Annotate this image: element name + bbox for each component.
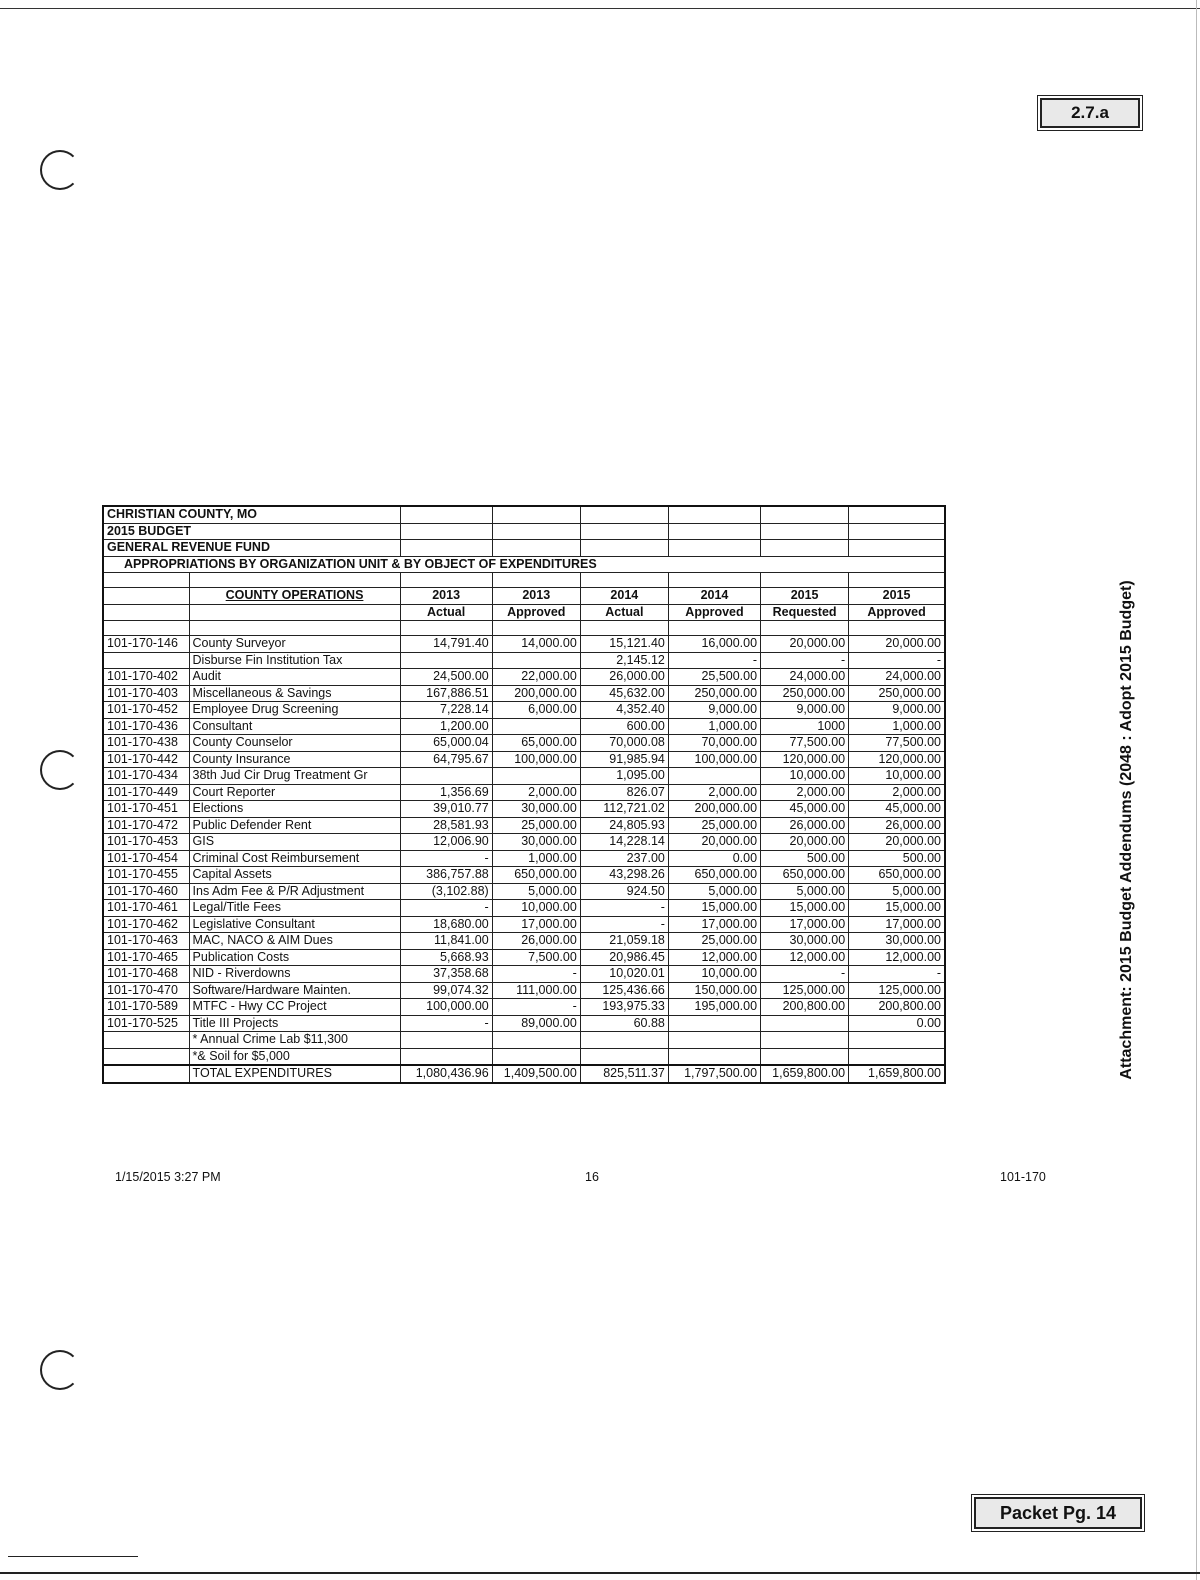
title-row [103,540,945,557]
description-cell: Elections [189,801,400,818]
amount-cell: 5,000.00 [849,883,945,900]
amount-cell: 100,000.00 [400,999,492,1016]
col-year: 2014 [580,588,668,605]
description-cell: TOTAL EXPENDITURES [189,1065,400,1083]
amount-cell: 26,000.00 [492,933,580,950]
amount-cell: 91,985.94 [580,751,668,768]
title-row [103,506,945,523]
table-row [103,685,945,702]
amount-cell: 650,000.00 [492,867,580,884]
amount-cell: 20,000.00 [668,834,760,851]
amount-cell: 22,000.00 [492,669,580,686]
amount-cell: 0.00 [668,850,760,867]
table-row [103,999,945,1016]
amount-cell: 10,020.01 [580,966,668,983]
amount-cell: 15,000.00 [761,900,849,917]
amount-cell: 100,000.00 [668,751,760,768]
description-cell: Court Reporter [189,784,400,801]
amount-cell: 12,000.00 [761,949,849,966]
table-row [103,636,945,653]
amount-cell: - [492,966,580,983]
amount-cell: - [849,652,945,669]
description-cell: MTFC - Hwy CC Project [189,999,400,1016]
col-type: Approved [492,604,580,621]
amount-cell: 17,000.00 [849,916,945,933]
amount-cell: 30,000.00 [761,933,849,950]
account-number-cell: 101-170-468 [103,966,189,983]
item-tag: 2.7.a [1040,98,1140,128]
type-header-row [103,604,945,621]
amount-cell [492,652,580,669]
table-row [103,669,945,686]
bottom-short-rule [8,1556,138,1557]
amount-cell: 64,795.67 [400,751,492,768]
description-cell: Legislative Consultant [189,916,400,933]
budget-year-title: 2015 BUDGET [103,523,400,540]
account-number-cell [103,652,189,669]
amount-cell: 10,000.00 [668,966,760,983]
amount-cell: 167,886.51 [400,685,492,702]
amount-cell: 125,436.66 [580,982,668,999]
amount-cell [761,1015,849,1032]
punch-hole-bottom [40,1350,80,1390]
description-cell: Capital Assets [189,867,400,884]
account-number-cell [103,1032,189,1049]
title-row [103,556,945,573]
amount-cell: 21,059.18 [580,933,668,950]
amount-cell [668,1032,760,1049]
account-number-cell: 101-170-146 [103,636,189,653]
amount-cell: 65,000.04 [400,735,492,752]
amount-cell: 650,000.00 [761,867,849,884]
amount-cell [492,718,580,735]
amount-cell: 18,680.00 [400,916,492,933]
amount-cell: 1,000.00 [668,718,760,735]
amount-cell [492,1048,580,1065]
account-number-cell: 101-170-453 [103,834,189,851]
amount-cell: 6,000.00 [492,702,580,719]
col-year: 2014 [668,588,760,605]
amount-cell: 5,668.93 [400,949,492,966]
description-cell: 38th Jud Cir Drug Treatment Gr [189,768,400,785]
amount-cell: 120,000.00 [761,751,849,768]
amount-cell: 1,797,500.00 [668,1065,760,1083]
amount-cell: 1,659,800.00 [761,1065,849,1083]
amount-cell: 65,000.00 [492,735,580,752]
amount-cell: 1,000.00 [492,850,580,867]
punch-hole-middle [40,750,80,790]
amount-cell: 9,000.00 [668,702,760,719]
amount-cell: 1,000.00 [849,718,945,735]
amount-cell: 0.00 [849,1015,945,1032]
amount-cell: 2,000.00 [849,784,945,801]
account-number-cell: 101-170-470 [103,982,189,999]
col-type: Actual [580,604,668,621]
account-number-cell: 101-170-442 [103,751,189,768]
amount-cell: - [761,966,849,983]
account-number-cell: 101-170-525 [103,1015,189,1032]
amount-cell: - [400,1015,492,1032]
account-number-cell: 101-170-451 [103,801,189,818]
amount-cell: 1,095.00 [580,768,668,785]
table-row [103,652,945,669]
punch-hole-top [40,150,80,190]
title-row [103,523,945,540]
amount-cell: 12,000.00 [849,949,945,966]
table-row [103,900,945,917]
amount-cell: (3,102.88) [400,883,492,900]
page-edge [1196,0,1197,1580]
description-cell: Employee Drug Screening [189,702,400,719]
amount-cell: 45,632.00 [580,685,668,702]
total-row [103,1065,945,1083]
amount-cell: 17,000.00 [668,916,760,933]
amount-cell: 4,352.40 [580,702,668,719]
amount-cell: 12,000.00 [668,949,760,966]
description-cell: Ins Adm Fee & P/R Adjustment [189,883,400,900]
amount-cell: 70,000.08 [580,735,668,752]
amount-cell: 30,000.00 [492,834,580,851]
description-cell: Consultant [189,718,400,735]
amount-cell: 30,000.00 [849,933,945,950]
table-row [103,1048,945,1065]
amount-cell: 9,000.00 [849,702,945,719]
amount-cell [849,1048,945,1065]
amount-cell: 111,000.00 [492,982,580,999]
amount-cell: 25,000.00 [492,817,580,834]
table-row [103,768,945,785]
amount-cell: 12,006.90 [400,834,492,851]
amount-cell: 193,975.33 [580,999,668,1016]
county-title: CHRISTIAN COUNTY, MO [103,506,400,523]
fund-title: GENERAL REVENUE FUND [103,540,400,557]
amount-cell [400,1048,492,1065]
amount-cell: 77,500.00 [849,735,945,752]
description-cell: County Counselor [189,735,400,752]
amount-cell: 2,000.00 [492,784,580,801]
amount-cell: 25,500.00 [668,669,760,686]
table-row [103,982,945,999]
amount-cell: 24,000.00 [849,669,945,686]
col-year: 2013 [492,588,580,605]
amount-cell: - [492,999,580,1016]
amount-cell: 200,800.00 [761,999,849,1016]
amount-cell: 1,356.69 [400,784,492,801]
amount-cell: 200,000.00 [668,801,760,818]
amount-cell: - [761,652,849,669]
col-type: Requested [761,604,849,621]
amount-cell: 45,000.00 [761,801,849,818]
amount-cell: - [668,652,760,669]
amount-cell: 386,757.88 [400,867,492,884]
amount-cell: 100,000.00 [492,751,580,768]
amount-cell [492,768,580,785]
table-row [103,801,945,818]
amount-cell: 20,000.00 [849,834,945,851]
amount-cell: - [849,966,945,983]
account-number-cell: 101-170-461 [103,900,189,917]
account-number-cell: 101-170-462 [103,916,189,933]
top-rule [0,8,1200,9]
amount-cell: 39,010.77 [400,801,492,818]
amount-cell: 24,805.93 [580,817,668,834]
amount-cell: 2,000.00 [668,784,760,801]
amount-cell: 5,000.00 [668,883,760,900]
amount-cell: 1,409,500.00 [492,1065,580,1083]
description-cell: NID - Riverdowns [189,966,400,983]
packet-page-tag: Packet Pg. 14 [974,1497,1142,1529]
amount-cell: 826.07 [580,784,668,801]
amount-cell: 24,500.00 [400,669,492,686]
amount-cell: 89,000.00 [492,1015,580,1032]
amount-cell [761,1048,849,1065]
amount-cell: 5,000.00 [761,883,849,900]
table-row [103,867,945,884]
description-cell: *& Soil for $5,000 [189,1048,400,1065]
amount-cell: 17,000.00 [761,916,849,933]
description-cell: MAC, NACO & AIM Dues [189,933,400,950]
amount-cell [668,1015,760,1032]
col-year: 2015 [761,588,849,605]
account-number-cell [103,1048,189,1065]
description-cell: Title III Projects [189,1015,400,1032]
amount-cell: - [400,900,492,917]
amount-cell: 125,000.00 [849,982,945,999]
account-number-cell: 101-170-455 [103,867,189,884]
amount-cell: 9,000.00 [761,702,849,719]
amount-cell: 825,511.37 [580,1065,668,1083]
col-year: 2013 [400,588,492,605]
account-number-cell: 101-170-402 [103,669,189,686]
description-cell: Miscellaneous & Savings [189,685,400,702]
table-row [103,735,945,752]
account-number-cell: 101-170-434 [103,768,189,785]
col-type: Approved [668,604,760,621]
amount-cell: 120,000.00 [849,751,945,768]
description-cell: Legal/Title Fees [189,900,400,917]
budget-table-body [103,506,945,1083]
amount-cell: 17,000.00 [492,916,580,933]
amount-cell: 15,000.00 [849,900,945,917]
account-number-cell: 101-170-452 [103,702,189,719]
amount-cell: 10,000.00 [492,900,580,917]
account-number-cell: 101-170-449 [103,784,189,801]
account-code: 101-170 [1000,1170,1046,1184]
description-cell: County Insurance [189,751,400,768]
account-number-cell: 101-170-465 [103,949,189,966]
spacer-row [103,621,945,636]
account-number-cell: 101-170-436 [103,718,189,735]
amount-cell: 10,000.00 [849,768,945,785]
account-number-cell: 101-170-460 [103,883,189,900]
table-row [103,784,945,801]
amount-cell [400,652,492,669]
amount-cell: 112,721.02 [580,801,668,818]
amount-cell: 45,000.00 [849,801,945,818]
description-cell: Disburse Fin Institution Tax [189,652,400,669]
amount-cell: 2,145.12 [580,652,668,669]
description-cell: Public Defender Rent [189,817,400,834]
amount-cell: 237.00 [580,850,668,867]
amount-cell: 20,000.00 [761,834,849,851]
table-row [103,916,945,933]
table-row [103,933,945,950]
amount-cell [849,1032,945,1049]
amount-cell: 60.88 [580,1015,668,1032]
amount-cell [400,768,492,785]
amount-cell: 20,986.45 [580,949,668,966]
table-row [103,883,945,900]
amount-cell: 15,121.40 [580,636,668,653]
amount-cell: - [580,916,668,933]
section-label: COUNTY OPERATIONS [189,588,400,605]
description-cell: Criminal Cost Reimbursement [189,850,400,867]
amount-cell [580,1048,668,1065]
description-cell: GIS [189,834,400,851]
amount-cell: 26,000.00 [761,817,849,834]
account-number-cell [103,1065,189,1083]
amount-cell: 5,000.00 [492,883,580,900]
amount-cell: 24,000.00 [761,669,849,686]
appropriations-title: APPROPRIATIONS BY ORGANIZATION UNIT & BY OBJECT OF EXPENDITURES [103,556,945,573]
amount-cell: 650,000.00 [849,867,945,884]
amount-cell [668,1048,760,1065]
amount-cell: 650,000.00 [668,867,760,884]
table-row [103,817,945,834]
attachment-caption: Attachment: 2015 Budget Addendums (2048 : Adopt 2015 Budget) [1118,580,1135,1080]
amount-cell: 30,000.00 [492,801,580,818]
amount-cell: 600.00 [580,718,668,735]
amount-cell: 37,358.68 [400,966,492,983]
table-row [103,949,945,966]
amount-cell: 150,000.00 [668,982,760,999]
account-number-cell: 101-170-403 [103,685,189,702]
amount-cell: 77,500.00 [761,735,849,752]
account-number-cell: 101-170-463 [103,933,189,950]
amount-cell: 200,800.00 [849,999,945,1016]
bottom-rule [0,1572,1200,1574]
amount-cell: 200,000.00 [492,685,580,702]
table-row [103,702,945,719]
amount-cell: - [580,900,668,917]
amount-cell: 70,000.00 [668,735,760,752]
table-row [103,850,945,867]
amount-cell: 500.00 [849,850,945,867]
amount-cell: 14,000.00 [492,636,580,653]
table-row [103,1032,945,1049]
account-number-cell: 101-170-454 [103,850,189,867]
description-cell: Audit [189,669,400,686]
year-header-row [103,588,945,605]
amount-cell: 250,000.00 [849,685,945,702]
col-type: Actual [400,604,492,621]
table-row [103,966,945,983]
description-cell: Publication Costs [189,949,400,966]
account-number-cell: 101-170-438 [103,735,189,752]
amount-cell: - [400,850,492,867]
print-timestamp: 1/15/2015 3:27 PM [115,1170,221,1184]
amount-cell [492,1032,580,1049]
amount-cell: 20,000.00 [849,636,945,653]
amount-cell: 20,000.00 [761,636,849,653]
amount-cell: 14,791.40 [400,636,492,653]
table-row [103,718,945,735]
amount-cell: 250,000.00 [761,685,849,702]
amount-cell: 11,841.00 [400,933,492,950]
amount-cell: 125,000.00 [761,982,849,999]
amount-cell: 7,228.14 [400,702,492,719]
amount-cell: 250,000.00 [668,685,760,702]
budget-table [102,505,946,1084]
amount-cell: 25,000.00 [668,933,760,950]
amount-cell: 7,500.00 [492,949,580,966]
amount-cell: 14,228.14 [580,834,668,851]
account-number-cell: 101-170-472 [103,817,189,834]
table-row [103,834,945,851]
table-row [103,1015,945,1032]
amount-cell [761,1032,849,1049]
amount-cell [580,1032,668,1049]
amount-cell: 924.50 [580,883,668,900]
amount-cell: 28,581.93 [400,817,492,834]
amount-cell: 1000 [761,718,849,735]
amount-cell: 10,000.00 [761,768,849,785]
amount-cell: 99,074.32 [400,982,492,999]
amount-cell: 1,200.00 [400,718,492,735]
description-cell: * Annual Crime Lab $11,300 [189,1032,400,1049]
amount-cell: 26,000.00 [580,669,668,686]
table-row [103,751,945,768]
spacer-row [103,573,945,588]
amount-cell: 16,000.00 [668,636,760,653]
description-cell: County Surveyor [189,636,400,653]
amount-cell: 15,000.00 [668,900,760,917]
col-year: 2015 [849,588,945,605]
description-cell: Software/Hardware Mainten. [189,982,400,999]
amount-cell: 26,000.00 [849,817,945,834]
amount-cell: 195,000.00 [668,999,760,1016]
amount-cell: 1,659,800.00 [849,1065,945,1083]
amount-cell: 25,000.00 [668,817,760,834]
amount-cell [668,768,760,785]
amount-cell [400,1032,492,1049]
amount-cell: 2,000.00 [761,784,849,801]
amount-cell: 1,080,436.96 [400,1065,492,1083]
account-number-cell: 101-170-589 [103,999,189,1016]
amount-cell: 43,298.26 [580,867,668,884]
amount-cell: 500.00 [761,850,849,867]
page-number: 16 [585,1170,599,1184]
col-type: Approved [849,604,945,621]
